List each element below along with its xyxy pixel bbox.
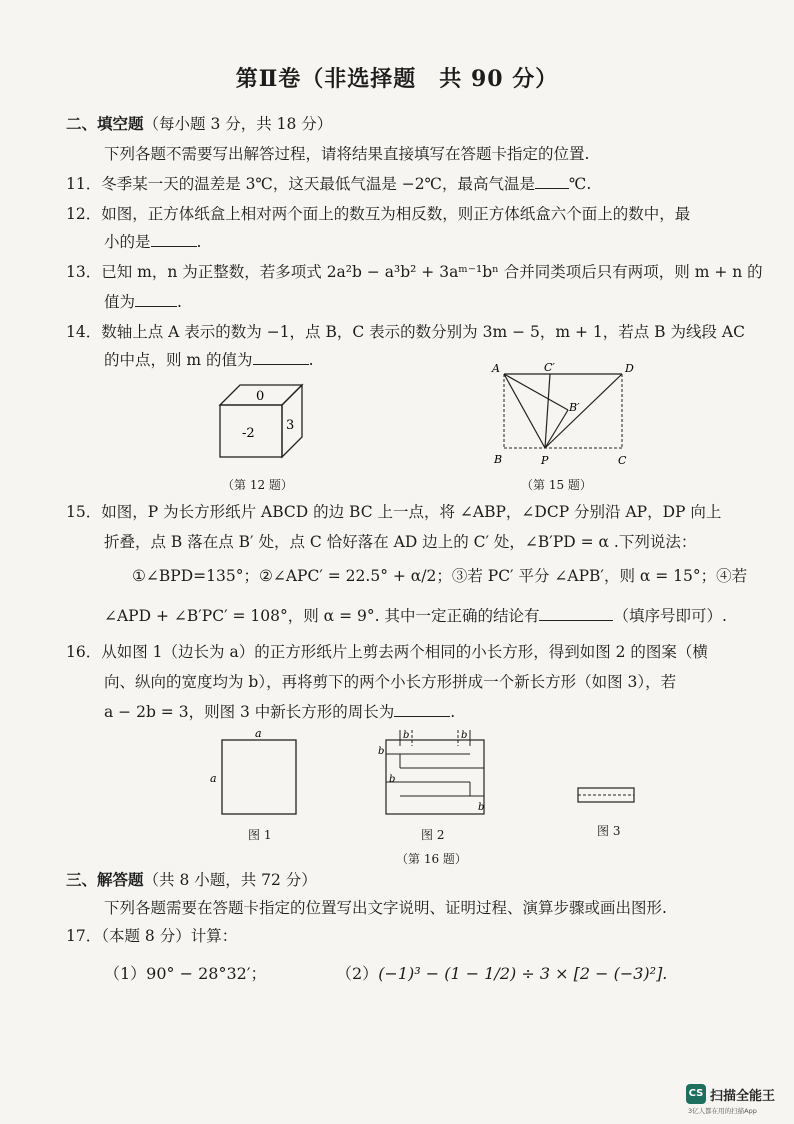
section-3-title: 三、解答题 (66, 870, 144, 889)
question-number: 16． (66, 643, 102, 661)
question-text: 已知 m，n 为正整数，若多项式 2a²b − a³b² + 3aᵐ⁻¹bⁿ 合并同类项后只有两项，则 m + n 的 (101, 263, 763, 281)
question-17-part-1: （1）90° − 28°32′； (104, 964, 267, 983)
section-3-note: （共 8 小题，共 72 分） (143, 871, 317, 889)
section-3-instruction: 下列各题需要在答题卡指定的位置写出文字说明、证明过程、演算步骤或画出图形. (104, 899, 667, 917)
watermark-name: 扫描全能王 (710, 1089, 776, 1104)
answer-blank (135, 292, 177, 307)
watermark-subtitle: 3亿人都在用的扫描App (688, 1107, 757, 1115)
section-3-header (66, 870, 317, 890)
question-16-line-2: 向、纵向的宽度均为 b），再将剪下的两个小长方形拼成一个新长方形（如图 3），若 (104, 673, 677, 691)
fig16-b-label-5: b (478, 802, 485, 813)
scanner-watermark (686, 1084, 786, 1114)
question-text-end: . (177, 293, 182, 311)
question-number: 17． (66, 927, 102, 945)
question-text: 从如图 1（边长为 a）的正方形纸片上剪去两个相同的小长方形，得到如图 2 的图案（横 (101, 643, 708, 661)
fig16-label-1: 图 1 (248, 828, 272, 842)
question-17-part-2 (336, 964, 667, 984)
section-2-title: 二、填空题 (66, 114, 144, 133)
question-number: 14． (66, 323, 102, 341)
fig16-side-a-top: a (255, 727, 262, 740)
answer-blank (394, 702, 450, 717)
question-text-end: ℃. (568, 175, 592, 193)
part-label: （2） (336, 964, 379, 983)
figure-16-caption: （第 16 题） (396, 852, 467, 866)
question-11 (66, 174, 591, 194)
fig16-b-label-2: b (461, 730, 468, 741)
point-C: C (618, 454, 627, 467)
question-15-line-3: ①∠BPD=135°；②∠APC′ = 22.5° + α/2；③若 PC′ 平分 ∠APB′，则 α = 15°；④若 (132, 567, 748, 585)
answer-blank (253, 350, 309, 365)
fig16-label-3: 图 3 (597, 824, 621, 838)
question-text-end: （填序号即可）. (613, 607, 727, 625)
point-P: P (541, 454, 549, 467)
question-text: a − 2b = 3，则图 3 中新长方形的周长为 (104, 703, 395, 721)
question-14-line-2 (104, 350, 314, 370)
fig16-cut-pattern (378, 730, 484, 814)
section-2-instruction: 下列各题不需要写出解答过程，请将结果直接填写在答题卡指定的位置. (104, 145, 590, 163)
figure-12-caption: （第 12 题） (222, 478, 293, 492)
question-13-line-1 (66, 262, 763, 282)
part-expression: (−1)³ − (1 − 1/2) ÷ 3 × [2 − (−3)²]. (378, 964, 668, 983)
question-13-line-2 (104, 292, 182, 312)
point-A: A (492, 362, 500, 375)
fig16-b-label-3: b (378, 746, 385, 757)
question-number: 13． (66, 263, 102, 281)
question-text: 数轴上点 A 表示的数为 −1，点 B，C 表示的数分别为 3m − 5，m + 1，若点 B 为线段 AC (101, 323, 745, 341)
point-D: D (625, 362, 634, 375)
question-text: 如图，P 为长方形纸片 ABCD 的边 BC 上一点，将 ∠ABP，∠DCP 分别沿 AP，DP 向上 (101, 503, 722, 521)
fig16-new-rectangle (578, 788, 634, 802)
question-number: 11． (66, 175, 102, 193)
cube-front-value: -2 (242, 426, 255, 441)
cube-side-value: 3 (286, 418, 295, 433)
fig16-side-a-left: a (210, 772, 217, 785)
question-text-end: . (196, 233, 202, 251)
question-16-line-1 (66, 642, 708, 662)
question-text: 如图，正方体纸盒上相对两个面上的数互为相反数，则正方体纸盒六个面上的数中，最 (101, 205, 691, 223)
section-2-header (66, 114, 332, 134)
section-2-note: （每小题 3 分，共 18 分） (143, 115, 333, 133)
answer-blank (539, 606, 613, 621)
question-text: ∠APD + ∠B′PC′ = 108°，则 α = 9°. 其中一定正确的结论有 (104, 607, 540, 625)
answer-blank (535, 174, 569, 189)
point-B: B (494, 453, 503, 466)
question-text: 值为 (104, 293, 136, 311)
question-15-line-2: 折叠，点 B 落在点 B′ 处，点 C 恰好落在 AD 边上的 C′ 处，∠B′PD = α .下列说法： (104, 533, 697, 551)
answer-blank (151, 232, 197, 247)
question-12-line-1 (66, 204, 690, 224)
page-title: 第Ⅱ卷（非选择题 共 90 分） (235, 66, 559, 92)
question-14-line-1 (66, 322, 745, 342)
question-text-end: . (450, 703, 456, 721)
camscanner-logo: CS (686, 1084, 706, 1104)
fig16-square (222, 740, 296, 814)
question-17 (66, 926, 237, 946)
question-text-end: . (308, 351, 314, 369)
figure-15-caption: （第 15 题） (521, 478, 592, 492)
point-B-prime: B′ (569, 401, 580, 414)
question-text: （本题 8 分）计算： (101, 927, 238, 945)
fig16-b-label-1: b (403, 730, 410, 741)
cube-top-value: 0 (256, 389, 265, 404)
question-number: 12． (66, 205, 102, 223)
fig16-label-2: 图 2 (421, 828, 445, 842)
question-15-line-1 (66, 502, 721, 522)
figure-12-cube (210, 380, 320, 462)
question-number: 15． (66, 503, 102, 521)
question-12-line-2 (104, 232, 201, 252)
question-text: 小的是 (104, 233, 151, 251)
question-text: 的中点，则 m 的值为 (104, 351, 253, 369)
question-16-line-3 (104, 702, 455, 722)
figure-15-rectangle (488, 360, 638, 472)
question-15-line-4 (104, 606, 727, 626)
fig16-b-label-4: b (389, 774, 396, 785)
question-text: 冬季某一天的温差是 3℃，这天最低气温是 −2℃，最高气温是 (101, 175, 535, 193)
point-C-prime: C′ (544, 361, 555, 374)
